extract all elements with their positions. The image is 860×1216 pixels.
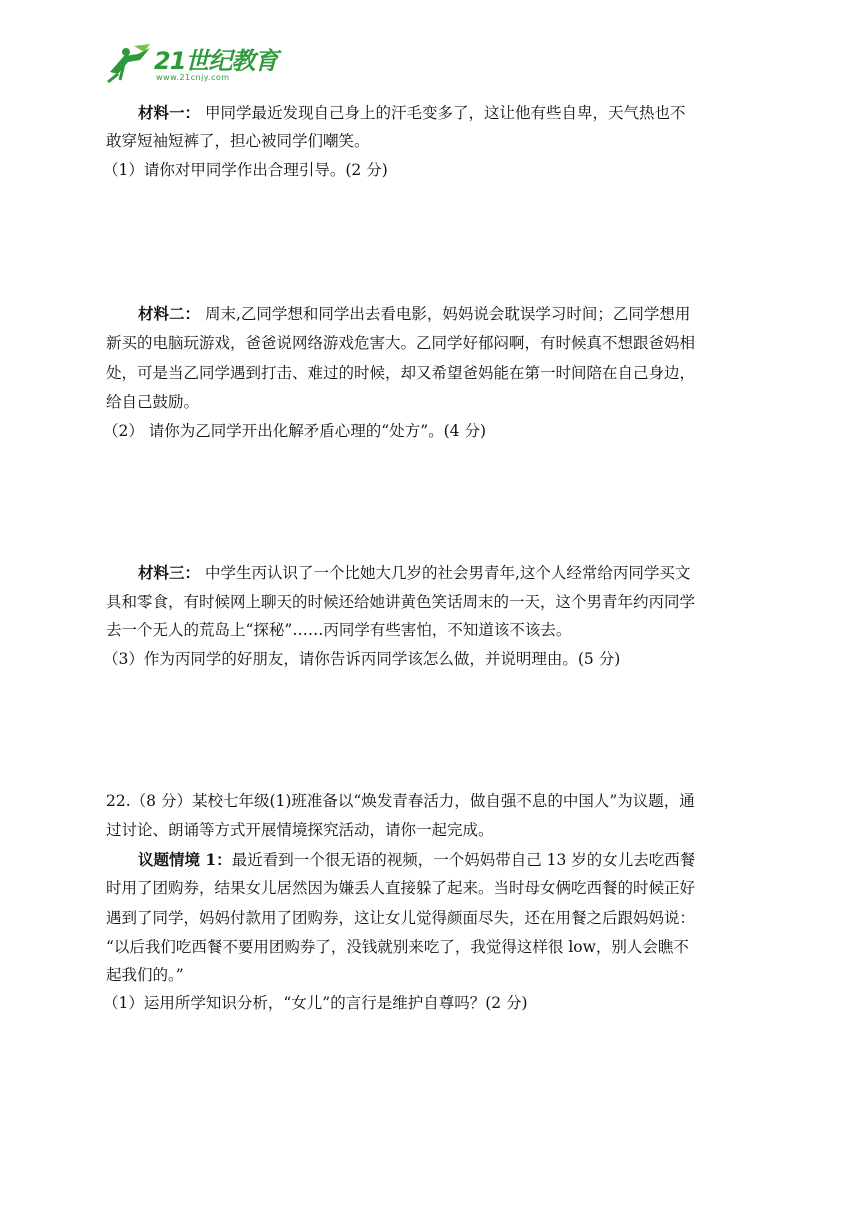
question-3: （3）作为丙同学的好朋友，请你告诉丙同学该怎么做，并说明理由。(5 分) — [103, 650, 621, 668]
material2-line2: 新买的电脑玩游戏，爸爸说网络游戏危害大。乙同学好郁闷啊，有时候真不想跟爸妈相 — [106, 334, 696, 352]
material2-label: 材料二： — [138, 304, 201, 323]
situation1-line2: 时用了团购券，结果女儿居然因为嫌丢人直接躲了起来。当时母女俩吃西餐的时候正好 — [106, 879, 696, 897]
situation1-line1: 议题情境 1：最近看到一个很无语的视频，一个妈妈带自己 13 岁的女儿去吃西餐 — [138, 850, 696, 869]
q22-line1: 22.（8 分）某校七年级(1)班准备以“焕发青春活力，做自强不息的中国人”为议题，通 — [106, 792, 695, 810]
material3-line1: 材料三： 中学生丙认识了一个比她大几岁的社会男青年,这个人经常给丙同学买文 — [138, 563, 691, 582]
question-1: （1）请你对甲同学作出合理引导。(2 分) — [103, 161, 388, 179]
material2-line1: 材料二： 周末,乙同学想和同学出去看电影，妈妈说会耽误学习时间；乙同学想用 — [138, 304, 691, 323]
runner-logo-icon — [104, 42, 154, 86]
material1-line1: 材料一： 甲同学最近发现自己身上的汗毛变多了，这让他有些自卑，天气热也不 — [138, 103, 686, 122]
q22-line2: 过讨论、朗诵等方式开展情境探究活动，请你一起完成。 — [106, 821, 494, 839]
logo — [104, 42, 276, 86]
situation1-label: 议题情境 1： — [138, 850, 232, 869]
situation1-line3: 遇到了同学，妈妈付款用了团购券，这让女儿觉得颜面尽失，还在用餐之后跟妈妈说： — [106, 909, 696, 927]
material3-line2: 具和零食，有时候网上聊天的时候还给她讲黄色笑话周末的一天，这个男青年约丙同学 — [106, 593, 696, 611]
question-2: （2） 请你为乙同学开出化解矛盾心理的“处方”。(4 分) — [103, 422, 487, 440]
situation1-line4: “以后我们吃西餐不要用团购券了，没钱就别来吃了，我觉得这样很 low，别人会瞧不 — [106, 938, 689, 956]
situation1-line5: 起我们的。” — [106, 966, 184, 984]
material3-line3: 去一个无人的荒岛上“探秘”……丙同学有些害怕，不知道该不该去。 — [106, 621, 572, 639]
logo-url: www.21cnjy.com — [156, 73, 230, 82]
material1-label: 材料一： — [138, 103, 201, 122]
material2-line4: 给自己鼓励。 — [106, 393, 200, 411]
q22-sub-question-1: （1）运用所学知识分析，“女儿”的言行是维护自尊吗？(2 分) — [103, 994, 528, 1012]
material3-label: 材料三： — [138, 563, 201, 582]
material2-line3: 处，可是当乙同学遇到打击、难过的时候，却又希望爸妈能在第一时间陪在自己身边， — [106, 364, 696, 382]
material1-line2: 敢穿短袖短裤了，担心被同学们嘲笑。 — [106, 132, 370, 150]
logo-name: 21世纪教育 — [154, 47, 278, 75]
